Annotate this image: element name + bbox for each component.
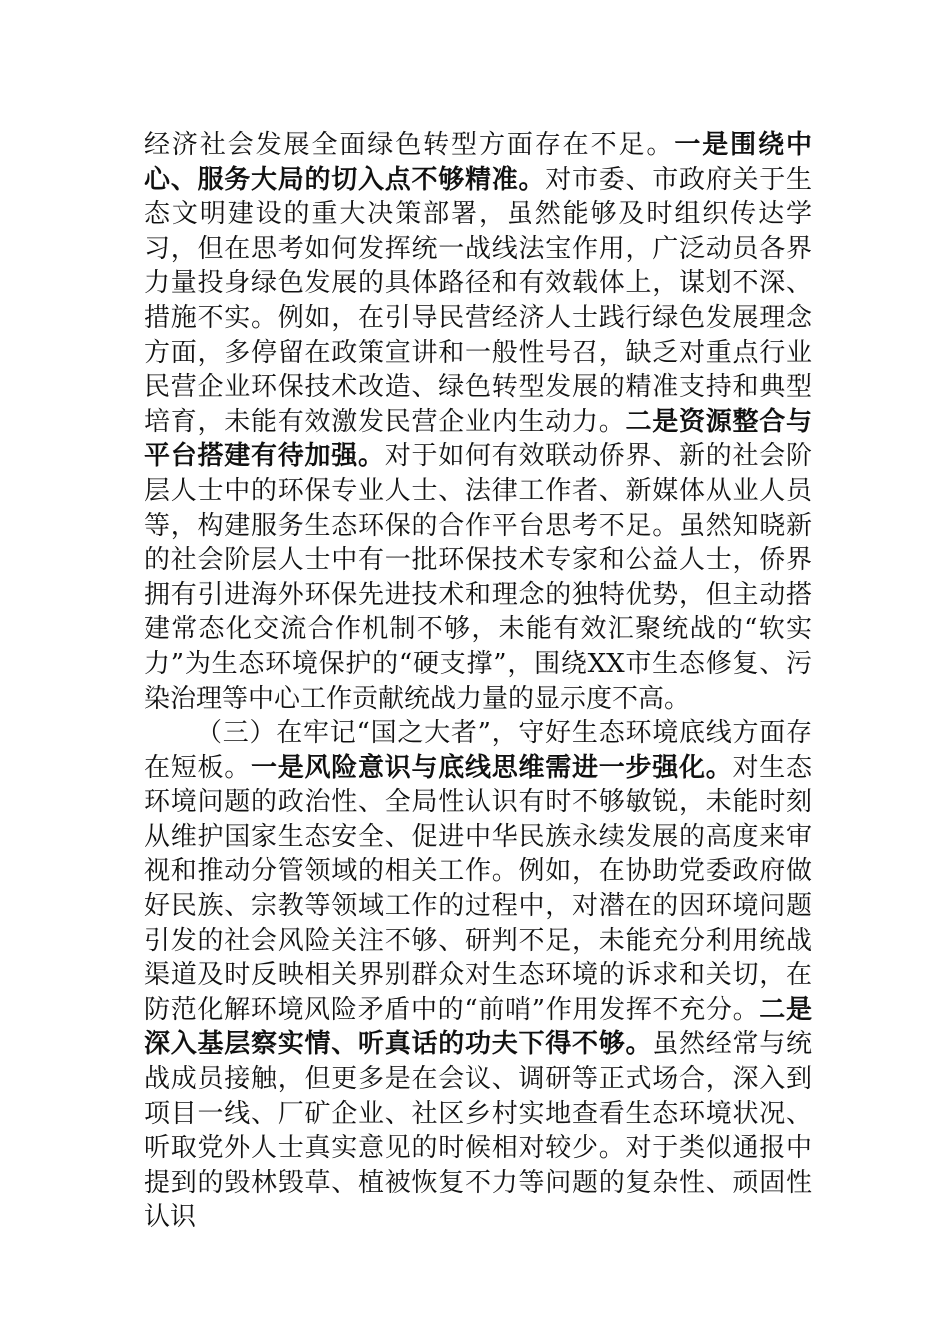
bold-heading-run: 一是围绕中心、服务大局的切入点不够精准。 bbox=[144, 130, 812, 195]
paragraph-2 bbox=[144, 716, 812, 1235]
document-body bbox=[144, 128, 812, 1235]
text-run: 虽然经常与统战成员接触，但更多是在会议、调研等正式场合，深入到项目一线、厂矿企业、社区乡村实地查看生态环境状况、听取党外人士真实意见的时候相对较少。对于类似通报中提到的毁林毁草、植被恢复不力等问题的复杂性、顽固性认识 bbox=[144, 1029, 812, 1233]
section-heading-run: （三）在牢记“国之大者”，守好生态环境底线方面存在短板。 bbox=[144, 718, 812, 783]
bold-heading-run: 二是深入基层察实情、听真话的功夫下得不够。 bbox=[144, 994, 812, 1060]
text-run: 经济社会发展全面绿色转型方面存在不足。 bbox=[144, 130, 675, 160]
text-run: 对市委、市政府关于生态文明建设的重大决策部署，虽然能够及时组织传达学习，但在思考如何发挥统一战线法宝作用，广泛动员各界力量投身绿色发展的具体路径和有效载体上，谋划不深、措施不实。例如，在引导民营经济人士践行绿色发展理念方面，多停留在政策宣讲和一般性号召，缺乏对重点行业民营企业环保技术改造、绿色转型发展的精准支持和典型培育，未能有效激发民营企业内生动力。 bbox=[144, 164, 812, 437]
bold-heading-run: 二是资源整合与平台搭建有待加强。 bbox=[144, 406, 812, 472]
paragraph-1 bbox=[144, 128, 812, 716]
text-run: 对生态环境问题的政治性、全局性认识有时不够敏锐，未能时刻从维护国家生态安全、促进中华民族永续发展的高度来审视和推动分管领域的相关工作。例如，在协助党委政府做好民族、宗教等领域工作的过程中，对潜在的因环境问题引发的社会风险关注不够、研判不足，未能充分利用统战渠道及时反映相关界别群众对生态环境的诉求和关切，在防范化解环境风险矛盾中的“前哨”作用发挥不充分。 bbox=[144, 752, 812, 1025]
text-run: 对于如何有效联动侨界、新的社会阶层人士中的环保专业人士、法律工作者、新媒体从业人员等，构建服务生态环保的合作平台思考不足。虽然知晓新的社会阶层人士中有一批环保技术专家和公益人士，侨界拥有引进海外环保先进技术和理念的独特优势，但主动搭建常态化交流合作机制不够，未能有效汇聚统战的“软实力”为生态环境保护的“硬支撑”，围绕XX市生态修复、污染治理等中心工作贡献统战力量的显示度不高。 bbox=[144, 441, 812, 714]
bold-heading-run: 一是风险意识与底线思维需进一步强化。 bbox=[251, 752, 733, 783]
